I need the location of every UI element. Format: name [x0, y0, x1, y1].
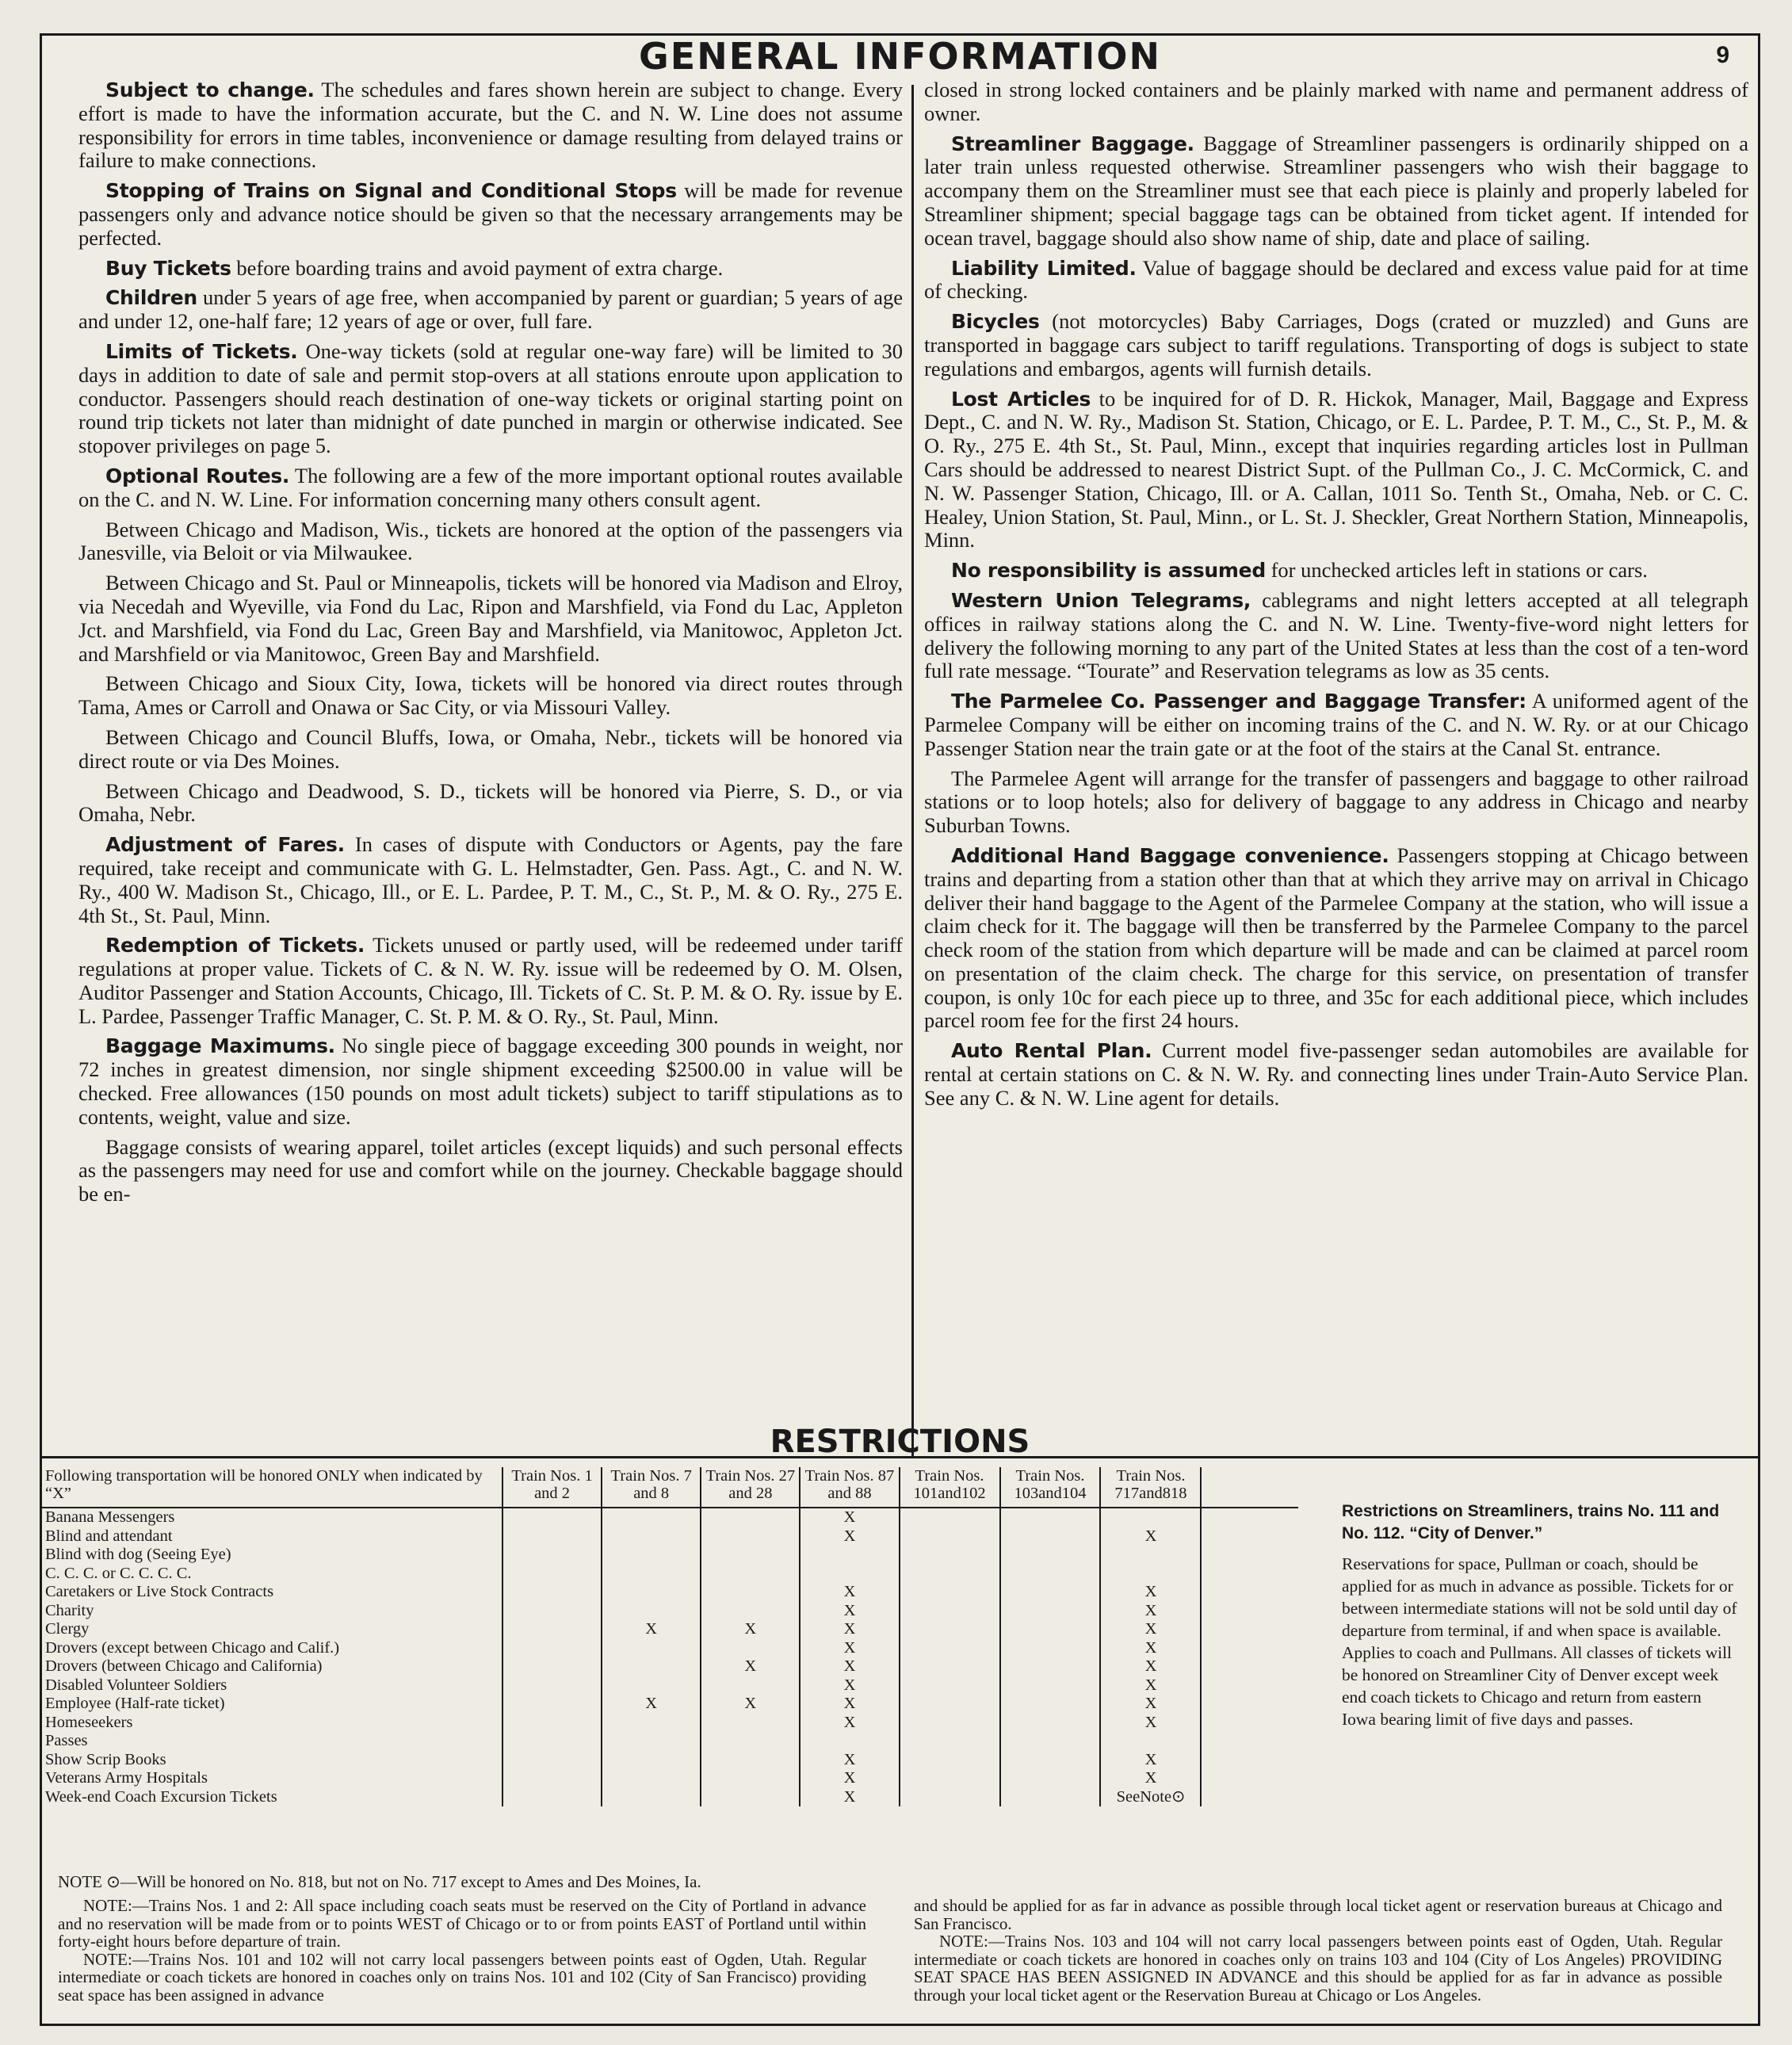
honored-mark: X — [1144, 1676, 1157, 1694]
honored-mark: X — [1144, 1527, 1157, 1545]
honored-mark-cell — [1201, 1602, 1298, 1621]
honored-mark-cell — [502, 1769, 602, 1788]
honored-mark-cell — [900, 1714, 1000, 1733]
honored-mark-cell — [602, 1788, 701, 1807]
paragraph-text: A uniformed agent of the Parmelee Company will be either on incoming trains of the C. and N. W. Ry. or at our Chicago Passenger Station near the train gate or at the foot of the stairs at the Canal St. entrance. — [924, 689, 1748, 760]
honored-mark-cell — [701, 1602, 800, 1621]
honored-mark-cell — [1000, 1546, 1101, 1565]
paragraph-heading: Stopping of Trains on Signal and Conditional Stops — [105, 179, 677, 203]
honored-mark-cell — [900, 1565, 1000, 1584]
paragraph-heading: Baggage Maximums. — [105, 1034, 335, 1058]
honored-mark-cell — [602, 1695, 701, 1714]
paragraph-text: Between Chicago and Deadwood, S. D., tickets will be honored via Pierre, S. D., or via Omaha, Nebr. — [78, 778, 903, 827]
paragraph-heading: Bicycles — [951, 310, 1040, 334]
honored-mark: X — [744, 1620, 757, 1638]
right-paragraph — [924, 559, 1748, 583]
honored-mark-cell — [1100, 1620, 1201, 1639]
paragraph-text: Between Chicago and Council Bluffs, Iowa, or Omaha, Nebr., tickets will be honored via direct route or via Des Moines. — [78, 724, 903, 773]
honored-mark-cell — [900, 1546, 1000, 1565]
honored-mark-cell — [800, 1695, 899, 1714]
honored-mark-cell — [800, 1527, 899, 1546]
honored-mark-cell — [1100, 1602, 1201, 1621]
honored-mark-cell — [1100, 1714, 1201, 1733]
paragraph-text: Current model five-passenger sedan automobiles are available for rental at certain stations on C. & N. W. Ry. and connecting lines under Train-Auto Service Plan. See any C. & N. W. Line agent for details. — [924, 1038, 1748, 1110]
honored-mark-cell — [800, 1676, 899, 1695]
honored-mark-cell — [1201, 1751, 1298, 1770]
paragraph-heading: Lost Articles — [951, 387, 1091, 411]
honored-mark-cell — [701, 1788, 800, 1807]
honored-mark-cell — [800, 1565, 899, 1584]
transportation-type-label: Homeseekers — [45, 1713, 133, 1731]
right-paragraph — [924, 690, 1748, 760]
honored-mark-cell — [502, 1527, 602, 1546]
honored-mark-cell — [602, 1508, 701, 1527]
honored-mark-cell — [1201, 1657, 1298, 1676]
paragraph-text: Value of baggage should be declared and excess value paid for at time of checking. — [924, 255, 1748, 304]
honored-mark-cell — [1100, 1732, 1201, 1751]
honored-mark: X — [744, 1695, 757, 1712]
honored-mark-cell — [1100, 1546, 1201, 1565]
honored-mark-cell — [900, 1751, 1000, 1770]
honored-mark-cell — [1000, 1788, 1101, 1807]
honored-mark-cell — [1000, 1602, 1101, 1621]
honored-mark-cell — [900, 1695, 1000, 1714]
honored-mark: X — [843, 1695, 856, 1712]
honored-mark-cell — [602, 1732, 701, 1751]
honored-mark: X — [645, 1620, 658, 1638]
honored-mark: X — [843, 1583, 856, 1600]
honored-mark: X — [843, 1713, 856, 1731]
honored-mark-cell — [800, 1639, 899, 1658]
honored-mark-cell — [900, 1657, 1000, 1676]
transportation-type-label: Drovers (between Chicago and California) — [45, 1657, 323, 1675]
honored-mark: X — [843, 1620, 856, 1638]
honored-mark-cell — [602, 1769, 701, 1788]
honored-mark-cell — [1100, 1769, 1201, 1788]
honored-mark-cell — [1000, 1583, 1101, 1602]
honored-mark-cell — [900, 1620, 1000, 1639]
paragraph-heading: Children — [105, 286, 197, 310]
honored-mark-cell — [1100, 1657, 1201, 1676]
honored-mark: X — [843, 1750, 856, 1768]
train-column-header — [1201, 1467, 1298, 1508]
honored-mark-cell — [1000, 1620, 1101, 1639]
note-trains-103-104: NOTE:—Trains Nos. 103 and 104 will not carry local passengers between points east of Ogden, Utah. Regular intermediate or coach tickets are honored in coaches only on trains 103 and 104 (City of Los Angeles) PROVIDING SEAT SPACE HAS BEEN ASSIGNED IN ADVANCE and this should be applied for as far in advance as possible through your local ticket agent or the Reservation Bureau at Chicago or Los Angeles. — [914, 1932, 1722, 2005]
paragraph-text: Tickets unused or partly used, will be redeemed under tariff regulations at proper value. Tickets of C. & N. W. Ry. issue will be redeemed by O. M. Olsen, Auditor Passenger and Station Accounts, Chicago, Ill. Tickets of C. St. P. M. & O. Ry. issue by E. L. Pardee, Passenger Traffic Manager, C. St. P. M. & O. Ry., St. Paul, Minn. — [78, 933, 903, 1028]
honored-mark: X — [1144, 1695, 1157, 1712]
honored-mark-cell — [701, 1565, 800, 1584]
column-divider — [911, 85, 914, 1456]
honored-mark-cell — [1100, 1695, 1201, 1714]
transportation-type-label: Veterans Army Hospitals — [45, 1769, 208, 1787]
honored-mark-cell — [502, 1602, 602, 1621]
timetable-page — [40, 33, 1760, 2026]
honored-mark-cell — [1201, 1732, 1298, 1751]
honored-mark-cell — [701, 1583, 800, 1602]
honored-mark-cell — [701, 1527, 800, 1546]
restrictions-table — [42, 1467, 1298, 1806]
left-column — [78, 78, 903, 1456]
honored-mark-cell — [900, 1769, 1000, 1788]
honored-mark-cell — [602, 1657, 701, 1676]
table-row — [42, 1508, 1298, 1527]
honored-mark-cell — [502, 1732, 602, 1751]
paragraph-heading: Limits of Tickets. — [105, 339, 298, 363]
honored-mark-cell — [900, 1732, 1000, 1751]
left-paragraph — [78, 833, 903, 927]
honored-mark-cell — [701, 1546, 800, 1565]
paragraph-text: The Parmelee Agent will arrange for the transfer of passengers and baggage to other railroad stations or to loop hotels; also for delivery of baggage to any address in Chicago and nearby Suburban Towns. — [924, 766, 1748, 838]
left-paragraph — [78, 571, 903, 666]
honored-mark-cell — [800, 1583, 899, 1602]
honored-mark: X — [1144, 1750, 1157, 1768]
train-column-header: Train Nos. 101and102 — [900, 1467, 1000, 1508]
honored-mark-cell — [1000, 1565, 1101, 1584]
honored-mark-cell — [1201, 1583, 1298, 1602]
honored-mark-cell — [701, 1695, 800, 1714]
transportation-type-label: Clergy — [45, 1620, 90, 1638]
honored-mark: X — [645, 1695, 658, 1712]
honored-mark-cell — [900, 1527, 1000, 1546]
train-column-header: Train Nos. 1 and 2 — [502, 1467, 602, 1508]
honored-mark-cell — [800, 1620, 899, 1639]
paragraph-heading: Subject to change. — [105, 78, 315, 101]
restrictions-title: RESTRICTIONS — [770, 1424, 1030, 1460]
notes-left-column — [58, 1897, 866, 2005]
honored-mark-cell — [1201, 1546, 1298, 1565]
paragraph-heading: Streamliner Baggage. — [951, 132, 1194, 155]
left-paragraph — [78, 257, 903, 281]
honored-mark-cell — [602, 1583, 701, 1602]
honored-mark: X — [843, 1657, 856, 1675]
honored-mark-cell — [800, 1788, 899, 1807]
paragraph-heading: Adjustment of Fares. — [105, 833, 345, 857]
honored-mark: X — [843, 1638, 856, 1657]
transportation-type-label: Drovers (except between Chicago and Calif.) — [45, 1638, 340, 1657]
left-paragraph — [78, 464, 903, 512]
honored-mark-cell — [701, 1508, 800, 1527]
honored-mark-cell — [900, 1583, 1000, 1602]
honored-mark-cell — [1100, 1508, 1201, 1527]
honored-mark-cell — [1201, 1676, 1298, 1695]
honored-mark: X — [1144, 1769, 1157, 1787]
table-row — [42, 1788, 1298, 1807]
honored-mark-cell — [602, 1676, 701, 1695]
honored-mark: X — [1144, 1713, 1157, 1731]
honored-mark: SeeNote⊙ — [1116, 1787, 1186, 1806]
paragraph-text: Passengers stopping at Chicago between trains and departing from a station other than that at which they arrive may on arrival in Chicago deliver their hand baggage to the Agent of the Parmelee Company at the station, who will issue a claim check for it. The baggage will then be transferred by the Parmelee Company to the parcel check room of the station from which departure will be made and can be claimed at parcel room on presentation of the claim check. The charge for this service, on presentation of transfer coupon, is only 10c for each piece up to three, and 35c for each additional piece, which includes parcel room fee for the first 24 hours. — [924, 843, 1748, 1033]
honored-mark-cell — [800, 1732, 899, 1751]
honored-mark-cell — [1000, 1769, 1101, 1788]
honored-mark-cell — [502, 1714, 602, 1733]
table-row — [42, 1657, 1298, 1676]
table-row — [42, 1565, 1298, 1584]
honored-mark-cell — [1201, 1620, 1298, 1639]
paragraph-text: No single piece of baggage exceeding 300 pounds in weight, nor 72 inches in greatest dimension, nor single shipment exceeding $2500.00 in value will be checked. Free allowances (150 pounds on most adult tickets) subject to tariff stipulations as to contents, weight, value and size. — [78, 1034, 903, 1129]
honored-mark-cell — [1201, 1639, 1298, 1658]
transportation-type-label: Week-end Coach Excursion Tickets — [45, 1787, 277, 1806]
honored-mark-cell — [602, 1639, 701, 1658]
honored-mark-cell — [1000, 1657, 1101, 1676]
right-paragraph — [924, 257, 1748, 304]
honored-mark: X — [1144, 1657, 1157, 1675]
honored-mark-cell — [1100, 1788, 1201, 1807]
honored-mark: X — [843, 1601, 856, 1619]
streamliner-heading: Restrictions on Streamliners, trains No. 111 and No. 112. “City of Denver.” — [1342, 1502, 1720, 1542]
honored-mark: X — [843, 1676, 856, 1694]
right-column — [924, 78, 1748, 1456]
left-paragraph — [78, 726, 903, 774]
honored-mark-cell — [502, 1565, 602, 1584]
paragraph-text: will be made for revenue passengers only and advance notice should be given so that the necessary arrangements may be perfected. — [78, 178, 903, 250]
paragraph-text: The schedules and fares shown herein are subject to change. Every effort is made to have the information accurate, but the C. and N. W. Line does not assume responsibility for errors in time tables, inconvenience or damage resulting from delayed trains or failure to make connections. — [78, 78, 903, 173]
paragraph-text: closed in strong locked containers and be plainly marked with name and permanent address of owner. — [924, 78, 1748, 125]
right-paragraph — [924, 310, 1748, 380]
table-row — [42, 1527, 1298, 1546]
honored-mark-cell — [900, 1602, 1000, 1621]
transportation-type-label: Disabled Volunteer Soldiers — [45, 1676, 227, 1694]
right-paragraph — [924, 132, 1748, 250]
restrictions-header-row — [42, 1467, 1298, 1508]
honored-mark-cell — [502, 1546, 602, 1565]
paragraph-heading: Western Union Telegrams, — [951, 588, 1251, 612]
honored-mark-cell — [1000, 1714, 1101, 1733]
right-paragraph — [924, 1039, 1748, 1110]
honored-mark-cell — [701, 1732, 800, 1751]
honored-mark: X — [744, 1657, 757, 1675]
paragraph-heading: No responsibility is assumed — [951, 559, 1266, 583]
transportation-type-label: Caretakers or Live Stock Contracts — [45, 1583, 274, 1600]
train-column-header: Train Nos. 103and104 — [1000, 1467, 1101, 1508]
honored-mark-cell — [1000, 1527, 1101, 1546]
left-paragraph — [78, 934, 903, 1028]
honored-mark-cell — [602, 1565, 701, 1584]
honored-mark-cell — [1201, 1695, 1298, 1714]
honored-mark-cell — [502, 1751, 602, 1770]
honored-mark-cell — [701, 1639, 800, 1658]
paragraph-text: Between Chicago and St. Paul or Minneapolis, tickets will be honored via Madison and Elroy, via Necedah and Wyeville, via Fond du Lac, Ripon and Marshfield, via Fond du Lac, Appleton Jct. and Marshfield, via Fond du Lac, Green Bay and Marshfield, via Manitowoc, Appleton Jct. and Marshfield or via Manitowoc, Green Bay and Marshfield. — [78, 571, 903, 666]
paragraph-text: to be inquired for of D. R. Hickok, Manager, Mail, Baggage and Express Dept., C. and N. W. Ry., Madison St. Station, Chicago, or E. L. Pardee, P. T. M., C., St. P., M. & O. Ry., 275 E. 4th St., St. Paul, Minn., except that inquiries regarding articles lost in Pullman Cars should be addressed to nearest District Supt. of the Pullman Co., J. C. McCormick, C. and N. W. Passenger Station, Chicago, Ill. or A. Callan, 1011 So. Tenth St., Omaha, Neb. or C. C. Healey, Union Station, St. Paul, Minn., or L. St. J. Sheckler, Great Northern Station, Minneapolis, Minn. — [924, 386, 1748, 552]
honored-mark-cell — [800, 1602, 899, 1621]
notes-right-column — [914, 1897, 1722, 2005]
honored-mark-cell — [502, 1639, 602, 1658]
honored-mark-cell — [900, 1508, 1000, 1527]
honored-mark-cell — [602, 1620, 701, 1639]
table-row — [42, 1639, 1298, 1658]
left-paragraph — [78, 340, 903, 458]
honored-mark-cell — [800, 1714, 899, 1733]
paragraph-heading: Additional Hand Baggage convenience. — [951, 843, 1389, 867]
honored-mark-cell — [701, 1620, 800, 1639]
honored-mark-cell — [900, 1788, 1000, 1807]
honored-mark: X — [1144, 1601, 1157, 1619]
paragraph-text: In cases of dispute with Conductors or Agents, pay the fare required, take receipt and communicate with G. L. Helmstadter, Gen. Pass. Agt., C. and N. W. Ry., 400 W. Madison St., Chicago, Ill., or E. L. Pardee, P. T. M., C., St. P., M. & O. Ry., 275 E. 4th St., St. Paul, Minn. — [78, 832, 903, 927]
honored-mark: X — [843, 1787, 856, 1806]
paragraph-text: for unchecked articles left in stations or cars. — [1265, 558, 1648, 583]
transportation-type-label: C. C. C. or C. C. C. C. — [45, 1564, 192, 1582]
general-information-section — [42, 78, 1758, 1458]
honored-mark-cell — [701, 1769, 800, 1788]
honored-mark-cell — [1201, 1508, 1298, 1527]
paragraph-text: cablegrams and night letters accepted at all telegraph offices in railway stations along the C. and N. W. Line. Twenty-five-word night letters for delivery the following morning to any part of the United States at less than the cost of a ten-word full rate message. “Tourate” and Reservation telegrams as low as 35 cents. — [924, 587, 1748, 683]
honored-mark-cell — [502, 1695, 602, 1714]
honored-mark-cell — [1201, 1565, 1298, 1584]
paragraph-text: Between Chicago and Madison, Wis., tickets are honored at the option of the passengers via Janesville, via Beloit or via Milwaukee. — [78, 517, 903, 565]
page-title: GENERAL INFORMATION — [639, 35, 1161, 78]
right-paragraph — [924, 388, 1748, 553]
paragraph-text: (not motorcycles) Baby Carriages, Dogs (crated or muzzled) and Guns are transported in baggage cars subject to tariff regulations. Transporting of dogs is subject to state regulations and embargos, agents will furnish details. — [924, 309, 1748, 380]
page-number: 9 — [1716, 42, 1729, 68]
honored-mark-cell — [502, 1676, 602, 1695]
honored-mark-cell — [1201, 1788, 1298, 1807]
honored-mark-cell — [1100, 1639, 1201, 1658]
honored-mark-cell — [1100, 1583, 1201, 1602]
left-paragraph — [78, 179, 903, 250]
honored-mark-cell — [602, 1546, 701, 1565]
honored-mark-cell — [1000, 1695, 1101, 1714]
honored-mark-cell — [602, 1602, 701, 1621]
honored-mark-cell — [1201, 1527, 1298, 1546]
paragraph-text: Between Chicago and Sioux City, Iowa, tickets will be honored via direct routes through Tama, Ames or Carroll and Onawa or Sac City, or via Missouri Valley. — [78, 671, 903, 720]
right-paragraph — [924, 589, 1748, 683]
transportation-type-label: Banana Messengers — [45, 1508, 175, 1526]
honored-mark-cell — [701, 1714, 800, 1733]
note-818: NOTE ⊙—Will be honored on No. 818, but not on No. 717 except to Ames and Des Moines, Ia. — [58, 1872, 701, 1891]
paragraph-heading: The Parmelee Co. Passenger and Baggage Transfer: — [951, 690, 1526, 713]
transportation-type-label: Blind and attendant — [45, 1527, 173, 1545]
honored-mark-cell — [1000, 1751, 1101, 1770]
honored-mark: X — [1144, 1620, 1157, 1638]
note-trains-101-102: NOTE:—Trains Nos. 101 and 102 will not carry local passengers between points east of Ogden, Utah. Regular intermediate or coach tickets are honored in coaches only on trains Nos. 101 and 102 (City of San Francisco) providing seat space has been assigned in advance — [58, 1949, 866, 2005]
train-column-header: Train Nos. 7 and 8 — [602, 1467, 701, 1508]
paragraph-text: under 5 years of age free, when accompanied by parent or guardian; 5 years of age and under 12, one-half fare; 12 years of age or over, full fare. — [78, 285, 903, 334]
honored-mark-cell — [602, 1751, 701, 1770]
honored-mark-cell — [701, 1657, 800, 1676]
table-row — [42, 1546, 1298, 1565]
table-row — [42, 1583, 1298, 1602]
left-paragraph — [78, 286, 903, 334]
right-paragraph — [924, 78, 1748, 126]
left-paragraph — [78, 1034, 903, 1129]
note-trains-1-2: NOTE:—Trains Nos. 1 and 2: All space including coach seats must be reserved on the City of Portland in advance and no reservation will be made from or to points WEST of Chicago or to or from points EAST of Portland until within forty-eight hours before departure of train. — [58, 1896, 866, 1951]
honored-mark-cell — [502, 1657, 602, 1676]
paragraph-text: before boarding trains and avoid payment of extra charge. — [231, 255, 724, 280]
transportation-type-label: Employee (Half-rate ticket) — [45, 1695, 225, 1712]
transportation-type-label: Passes — [45, 1732, 88, 1749]
honored-mark-cell — [900, 1676, 1000, 1695]
honored-mark-cell — [502, 1788, 602, 1807]
table-row — [42, 1602, 1298, 1621]
honored-mark-cell — [800, 1751, 899, 1770]
honored-mark: X — [1144, 1638, 1157, 1657]
honored-mark: X — [843, 1527, 856, 1545]
restrictions-header-label: Following transportation will be honored ONLY when indicated by “X” — [42, 1467, 502, 1508]
honored-mark-cell — [1100, 1676, 1201, 1695]
honored-mark-cell — [602, 1714, 701, 1733]
paragraph-heading: Auto Rental Plan. — [951, 1039, 1152, 1063]
transportation-type-label: Charity — [45, 1601, 94, 1619]
honored-mark-cell — [1201, 1769, 1298, 1788]
honored-mark-cell — [1100, 1565, 1201, 1584]
table-row — [42, 1695, 1298, 1714]
paragraph-text: One-way tickets (sold at regular one-way fare) will be limited to 30 days in addition to date of sale and permit stop-overs at all stations enroute upon application to conductor. Passengers should reach destination of one-way tickets or original starting point on round trip tickets not later than midnight of date punched in margin or otherwise indicated. See stopover privileges on page 5. — [78, 338, 903, 458]
left-paragraph — [78, 518, 903, 566]
honored-mark-cell — [800, 1769, 899, 1788]
honored-mark-cell — [1000, 1676, 1101, 1695]
honored-mark-cell — [800, 1546, 899, 1565]
honored-mark-cell — [1100, 1527, 1201, 1546]
left-paragraph — [78, 780, 903, 828]
paragraph-text: The following are a few of the more important optional routes available on the C. and N. W. Line. For information concerning many others consult agent. — [78, 463, 903, 511]
honored-mark: X — [843, 1508, 856, 1526]
table-row — [42, 1676, 1298, 1695]
left-paragraph — [78, 1136, 903, 1206]
left-paragraph — [78, 672, 903, 720]
paragraph-heading: Liability Limited. — [951, 256, 1137, 280]
table-row — [42, 1714, 1298, 1733]
honored-mark-cell — [602, 1527, 701, 1546]
honored-mark-cell — [1201, 1714, 1298, 1733]
honored-mark-cell — [502, 1508, 602, 1527]
transportation-type-label: Show Scrip Books — [45, 1750, 166, 1768]
honored-mark-cell — [1000, 1732, 1101, 1751]
paragraph-heading: Buy Tickets — [105, 256, 231, 280]
honored-mark: X — [1144, 1583, 1157, 1600]
honored-mark-cell — [800, 1657, 899, 1676]
restrictions-table-wrap — [42, 1467, 1298, 1871]
right-paragraph — [924, 844, 1748, 1033]
train-column-header: Train Nos. 87 and 88 — [800, 1467, 899, 1508]
honored-mark-cell — [1000, 1639, 1101, 1658]
honored-mark-cell — [1000, 1508, 1101, 1527]
honored-mark-cell — [502, 1620, 602, 1639]
streamliner-body: Reservations for space, Pullman or coach, should be applied for as much in advance as possible. Tickets for or between intermediate stations will not be sold until day of departure from terminal, if and when space is available. Applies to coach and Pullmans. All classes of tickets will be honored on Streamliner City of Denver except week end coach tickets to Chicago and return from eastern Iowa bearing limit of five days and passes. — [1342, 1554, 1737, 1729]
honored-mark: X — [843, 1769, 856, 1787]
table-row — [42, 1751, 1298, 1770]
paragraph-text: Baggage consists of wearing apparel, toilet articles (except liquids) and such personal effects as the passengers may need for use and comfort while on the journey. Checkable baggage should be en- — [78, 1134, 903, 1206]
transportation-type-label: Blind with dog (Seeing Eye) — [45, 1546, 231, 1563]
note-continuation: and should be applied for as far in advance as possible through local ticket agent or reservation bureaus at Chicago and San Francisco. — [914, 1896, 1722, 1933]
train-column-header: Train Nos. 717and818 — [1100, 1467, 1201, 1508]
honored-mark-cell — [701, 1751, 800, 1770]
honored-mark-cell — [701, 1676, 800, 1695]
honored-mark-cell — [800, 1508, 899, 1527]
table-row — [42, 1769, 1298, 1788]
paragraph-heading: Redemption of Tickets. — [105, 934, 365, 958]
train-column-header: Train Nos. 27 and 28 — [701, 1467, 800, 1508]
table-row — [42, 1732, 1298, 1751]
streamliner-restrictions-box — [1342, 1500, 1738, 1730]
paragraph-text: Baggage of Streamliner passengers is ordinarily shipped on a later train unless requested otherwise. Streamliner passengers who wish their baggage to accompany them on the Streamliner must see that each piece is plainly and properly labeled for Streamliner shipment; special baggage tags can be obtained from ticket agent. If intended for ocean travel, baggage should also show name of ship, date and place of sailing. — [924, 131, 1748, 250]
honored-mark-cell — [1100, 1751, 1201, 1770]
honored-mark-cell — [502, 1583, 602, 1602]
left-paragraph — [78, 78, 903, 173]
table-row — [42, 1620, 1298, 1639]
right-paragraph — [924, 767, 1748, 838]
honored-mark-cell — [900, 1639, 1000, 1658]
restrictions-body — [42, 1508, 1298, 1806]
paragraph-heading: Optional Routes. — [105, 464, 290, 487]
